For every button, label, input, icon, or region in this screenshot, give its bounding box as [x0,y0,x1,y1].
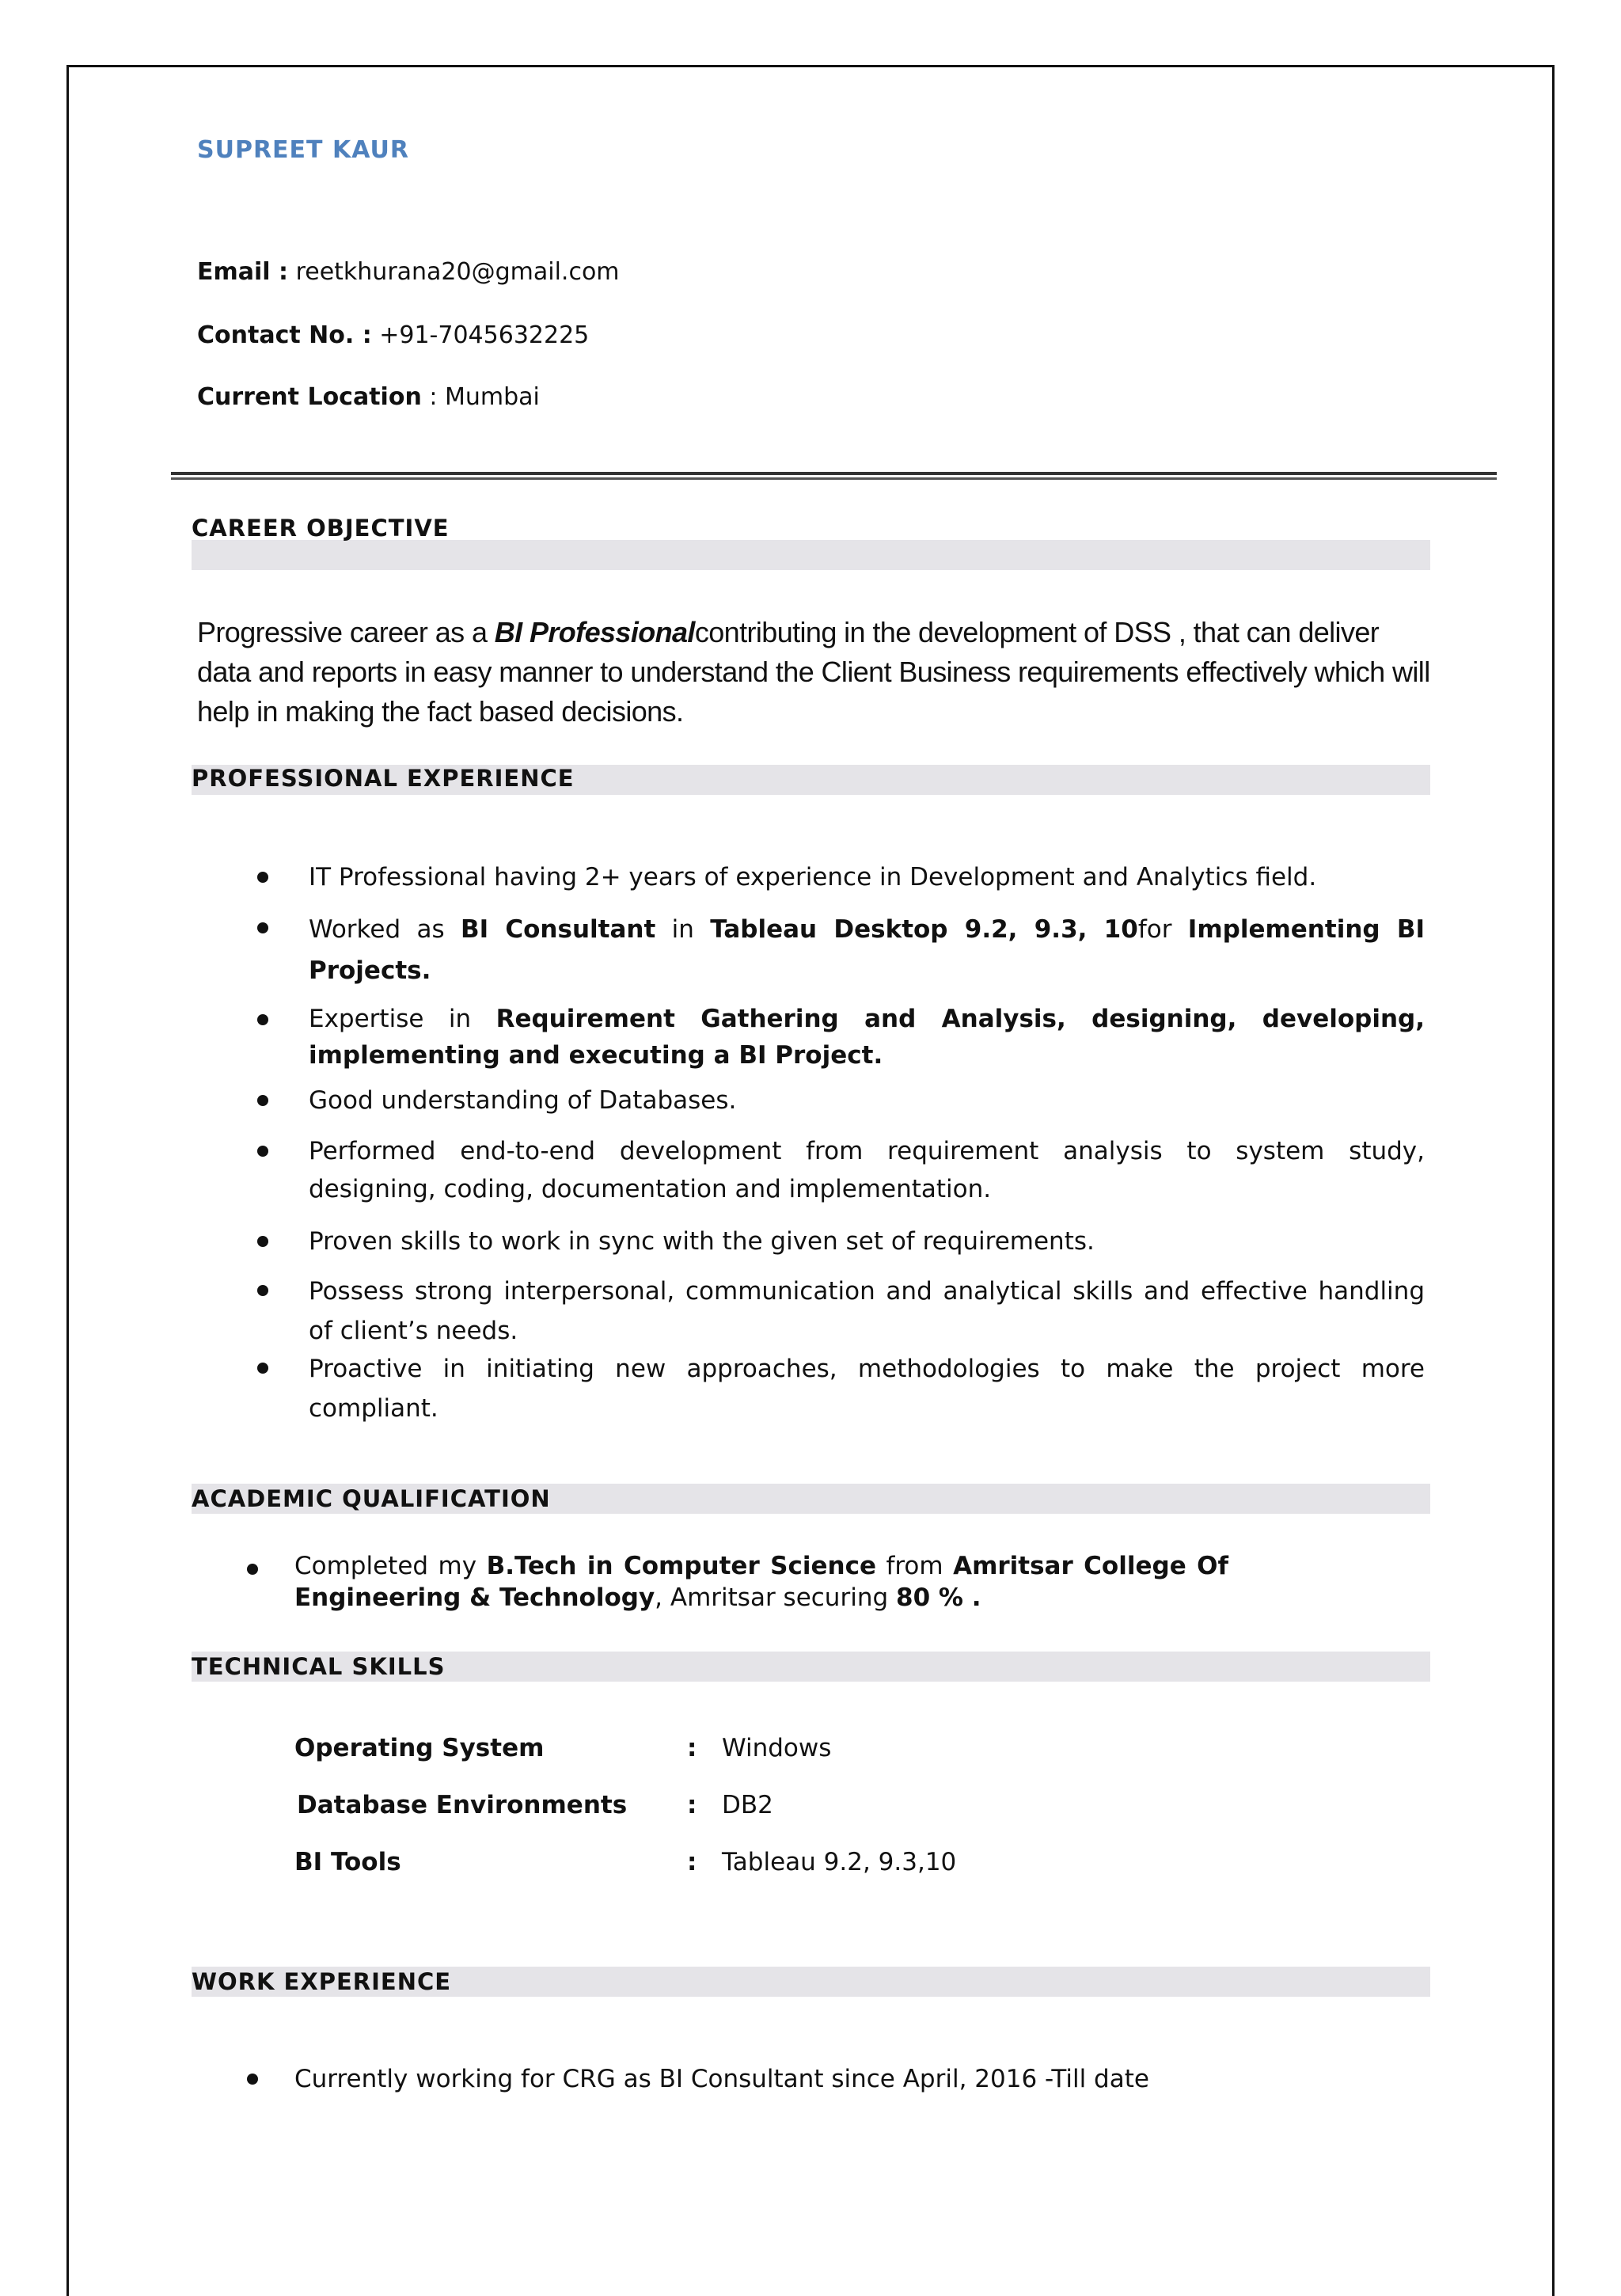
bullet-icon [247,1564,258,1575]
bullet-icon [257,1285,268,1296]
career-objective-bar [192,540,1430,570]
bullet-icon [257,1095,268,1106]
list-item: Worked as BI Consultant in Tableau Desktop 9.2, 9.3, 10for Implementing BI Projects. [309,915,1425,985]
skill-colon-database: : [687,1791,697,1819]
objective-text-end: contributing in the development of DSS , that can deliver data and reports in easy manner to understand the Client Business requirements effectively which will help in making the fact based decisions. [197,616,1430,728]
technical-skills-heading: TECHNICAL SKILLS [192,1653,446,1680]
bullet-icon [247,2074,258,2085]
work-experience-heading: WORK EXPERIENCE [192,1968,452,1995]
list-item: Currently working for CRG as BI Consultant since April, 2016 -Till date [294,2065,1149,2093]
bullet-icon [257,1236,268,1247]
email-label: Email : [197,258,289,286]
list-item: IT Professional having 2+ years of experience in Development and Analytics field. [309,863,1317,891]
contact-value: +91-7045632225 [379,321,590,349]
bullet-icon [257,922,268,933]
skill-label-bi-tools: BI Tools [294,1848,401,1876]
skill-value-database: DB2 [722,1791,773,1819]
location-value: : Mumbai [429,383,540,411]
email-line [197,258,620,286]
header-divider [171,472,1497,480]
list-item: Proven skills to work in sync with the given set of requirements. [309,1227,1095,1256]
skill-value-bi-tools: Tableau 9.2, 9.3,10 [722,1848,957,1876]
list-item: Good understanding of Databases. [309,1086,737,1115]
candidate-name: SUPREET KAUR [197,136,409,164]
bullet-icon [257,1014,268,1025]
bullet-icon [257,872,268,883]
skill-value-os: Windows [722,1734,832,1762]
contact-label: Contact No. : [197,321,372,349]
list-item: Expertise in Requirement Gathering and Analysis, designing, developing, implementing and executing a BI Project. [309,1005,1425,1070]
skill-colon-os: : [687,1734,697,1762]
objective-emphasis: BI Professional [494,616,695,648]
bullet-icon [257,1363,268,1374]
location-label: Current Location [197,383,422,411]
list-item: Performed end-to-end development from requirement analysis to system study, designing, coding, documentation and implementation. [309,1137,1425,1203]
skill-colon-bi-tools: : [687,1848,697,1876]
skill-label-os: Operating System [294,1734,545,1762]
academic-qualification-heading: ACADEMIC QUALIFICATION [192,1485,551,1512]
career-objective-heading: CAREER OBJECTIVE [192,515,450,542]
bullet-icon [257,1146,268,1157]
professional-experience-heading: PROFESSIONAL EXPERIENCE [192,765,575,792]
objective-text-start: Progressive career as a [197,616,495,648]
email-value: reetkhurana20@gmail.com [295,258,620,286]
list-item: Proactive in initiating new approaches, methodologies to make the project more compliant. [309,1355,1425,1423]
list-item: Completed my B.Tech in Computer Science from Amritsar College Of Engineering & Technology, Amritsar securing 80 % . [294,1552,1228,1612]
location-line [197,383,540,411]
skill-label-database: Database Environments [297,1791,628,1819]
list-item: Possess strong interpersonal, communication and analytical skills and effective handling of client’s needs. [309,1277,1425,1345]
contact-line [197,321,589,349]
career-objective-text [197,613,1432,732]
